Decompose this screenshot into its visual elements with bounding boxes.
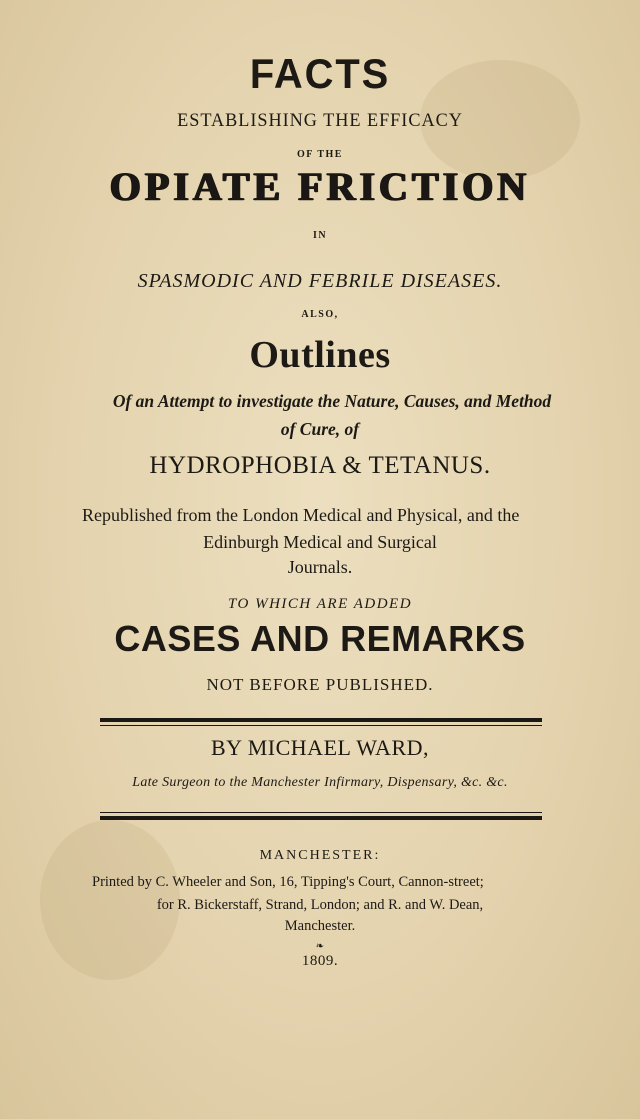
republished-line-2: Edinburgh Medical and Surgical [203,532,437,552]
attempt-line-1: Of an Attempt to investigate the Nature, Causes, and Method [112,391,552,411]
which-added-line: TO WHICH ARE ADDED [227,596,413,612]
subtitle: ESTABLISHING THE EFFICACY [177,110,463,131]
not-before-line: NOT BEFORE PUBLISHED. [206,675,434,694]
author-line: BY MICHAEL WARD, [210,735,430,760]
rule-divider [100,812,542,813]
in-label: IN [312,230,328,241]
rule-divider [100,725,542,726]
also-label: ALSO, [301,309,339,320]
hydrophobia-heading: HYDROPHOBIA & TETANUS. [149,452,491,479]
imprint-city: MANCHESTER: [259,848,381,863]
printer-line-3: Manchester. [284,918,356,934]
main-title: OPIATE FRICTION [109,164,531,209]
author-title: Late Surgeon to the Manchester Infirmary, Dispensary, &c. &c. [132,775,508,790]
attempt-line-2: of Cure, of [280,419,360,439]
republished-line-1: Republished from the London Medical and Physical, and the [82,505,520,525]
cases-heading: CASES AND REMARKS [114,618,526,659]
ornament-icon: ❧ [315,941,325,952]
diseases-line: SPASMODIC AND FEBRILE DISEASES. [137,270,503,292]
of-the-label: OF THE [297,149,343,160]
rule-divider [100,816,542,820]
publication-year: 1809. [301,953,339,969]
rule-divider [100,718,542,722]
printer-line-1: Printed by C. Wheeler and Son, 16, Tipping's Court, Cannon-street; [92,874,484,890]
printer-line-2: for R. Bickerstaff, Strand, London; and R. and W. Dean, [156,897,484,913]
book-title: FACTS [249,50,391,97]
outlines-heading: Outlines [249,334,391,376]
republished-line-3: Journals. [287,557,353,577]
